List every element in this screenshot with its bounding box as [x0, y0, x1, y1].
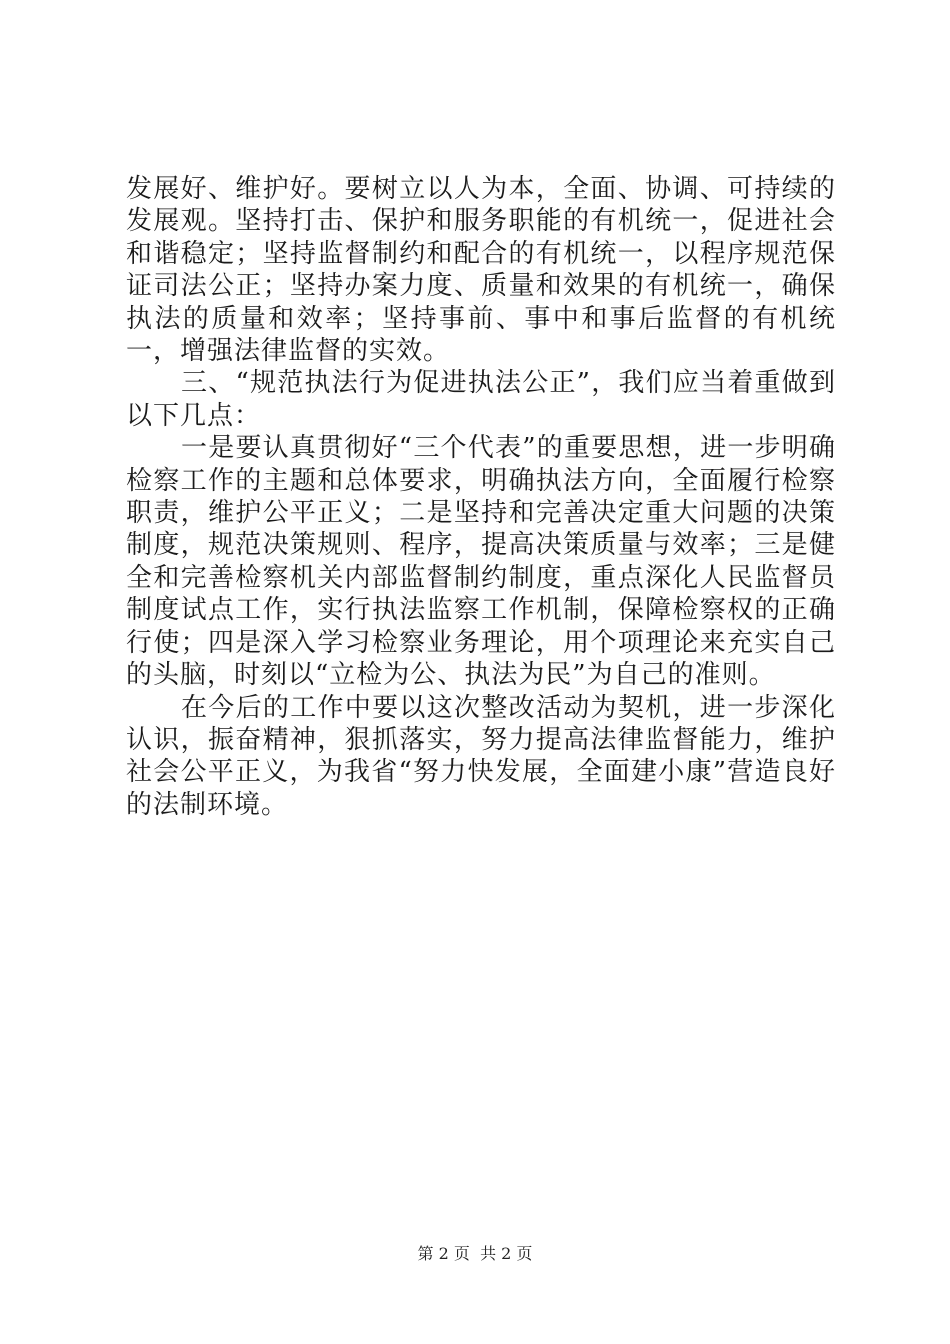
paragraph-conclusion: 在今后的工作中要以这次整改活动为契机，进一步深化认识，振奋精神，狠抓落实，努力提高法律监督能力，维护社会公平正义，为我省“努力快发展，全面建小康”营造良好的法制环境。 [126, 692, 836, 820]
document-body [126, 173, 836, 821]
paragraph-continuation: 发展好、维护好。要树立以人为本，全面、协调、可持续的发展观。坚持打击、保护和服务职能的有机统一，促进社会和谐稳定；坚持监督制约和配合的有机统一，以程序规范保证司法公正；坚持办案力度、质量和效果的有机统一，确保执法的质量和效率；坚持事前、事中和事后监督的有机统一，增强法律监督的实效。 [126, 174, 836, 367]
page-number-label: 第 2 页 共 2 页 [417, 1244, 533, 1263]
page-footer [0, 1244, 950, 1264]
paragraph-section-three-heading: 三、“规范执法行为促进执法公正”，我们应当着重做到以下几点： [126, 368, 836, 431]
paragraph-measures: 一是要认真贯彻好“三个代表”的重要思想，进一步明确检察工作的主题和总体要求，明确执法方向，全面履行检察职责，维护公平正义；二是坚持和完善决定重大问题的决策制度，规范决策规则、程序，提高决策质量与效率；三是健全和完善检察机关内部监督制约制度，重点深化人民监督员制度试点工作，实行执法监察工作机制，保障检察权的正确行使；四是深入学习检察业务理论，用个项理论来充实自己的头脑，时刻以“立检为公、执法为民”为自己的准则。 [126, 433, 836, 691]
